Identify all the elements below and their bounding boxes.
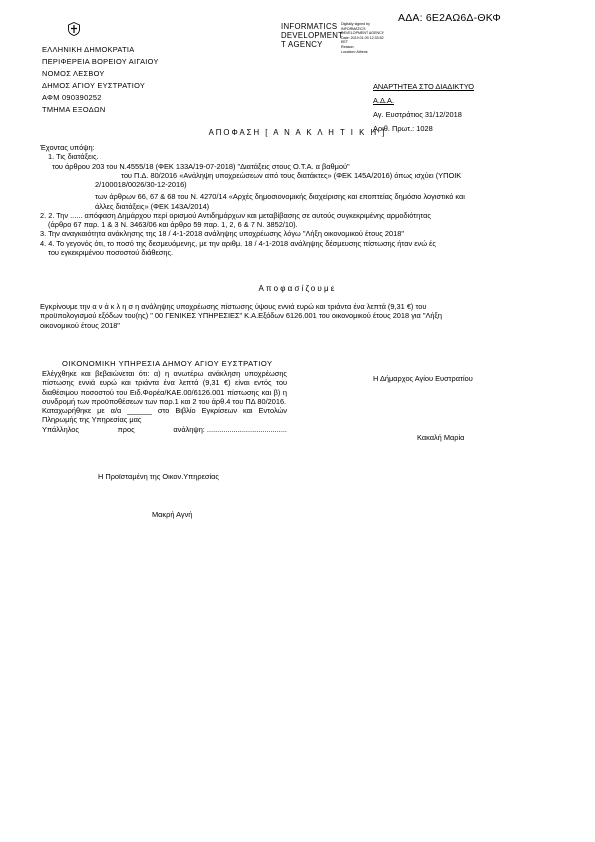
logo-line: DEVELOPMENT: [281, 31, 344, 40]
header-line: ΠΕΡΙΦΕΡΕΙΑ ΒΟΡΕΙΟΥ ΑΙΓΑΙΟΥ: [42, 57, 159, 66]
clerk-label: Υπάλληλος: [42, 424, 79, 434]
decision-line: Εγκρίνουμε την α ν ά κ λ η σ η ανάληψης υποχρέωσης πίστωσης ύψους εννιά ευρώ και τριάντα ένα λεπτά (9,31 €) του: [40, 302, 427, 311]
intro: Έχοντας υπόψη:: [40, 143, 95, 152]
finance-head-name: Μακρή Αγνή: [152, 510, 193, 519]
post-title: ΑΝΑΡΤΗΤΕΑ ΣΤΟ ΔΙΑΔΙΚΤΥΟ: [373, 82, 474, 91]
finance-service-title: ΟΙΚΟΝΟΜΙΚΗ ΥΠΗΡΕΣΙΑ ΔΗΜΟΥ ΑΓΙΟΥ ΕΥΣΤΡΑΤΙΟΥ: [62, 359, 273, 368]
agency-signature-logo: [281, 22, 343, 49]
decision-heading: Αποφασίζουμε: [258, 284, 337, 293]
item-1: 1. Τις διατάξεις.: [48, 152, 99, 162]
registration-text: Καταχωρήθηκε με α/α ______ στο Βιβλίο Εγκρίσεων και Εντολών Πληρωμής της Υπηρεσίας μας: [42, 406, 287, 425]
item-1b-cont: 2/100018/0026/30-12-2016): [95, 180, 187, 189]
issuer-header: [42, 44, 159, 116]
signature-line: Date: 2019.01.09 12:33:52: [341, 35, 384, 40]
mayor-role: Η Δήμαρχος Αγίου Ευστρατίου: [373, 374, 473, 383]
decision-line: οικονομικού έτους 2018": [40, 320, 120, 330]
header-line: ΝΟΜΟΣ ΛΕΣΒΟΥ: [42, 69, 105, 78]
ada-label: Α.Δ.Α.: [373, 96, 394, 105]
signature-line: INFORMATICS: [341, 26, 366, 31]
signature-line: Reason:: [341, 44, 355, 49]
item-2-cont: (άρθρο 67 παρ. 1 & 3 Ν. 3463/06 και άρθρο 59 παρ. 1, 2, 6 & 7 Ν. 3852/10).: [48, 220, 298, 229]
digital-signature-details: [341, 22, 401, 54]
logo-line: T AGENCY: [281, 40, 323, 49]
signature-line: Location: Athens: [341, 49, 368, 54]
item-1a: του άρθρου 203 του Ν.4555/18 (ΦΕΚ 133Α/19-07-2018) "Διατάξεις στους Ο.Τ.Α. α βαθμού": [52, 161, 350, 171]
header-line: ΑΦΜ 090390252: [42, 93, 102, 102]
signature-line: Digitally signed by: [341, 22, 370, 26]
ada-code: ΑΔΑ: 6Ε2ΑΩ6Δ-ΘΚΦ: [398, 12, 501, 24]
header-line: ΕΛΛΗΝΙΚΗ ΔΗΜΟΚΡΑΤΙΑ: [42, 45, 135, 54]
considerations: [40, 143, 560, 257]
item-4-cont: του εγκεκριμένου ποσοστού διάθεσης.: [48, 247, 174, 257]
verification-text: Ελέγχθηκε και βεβαιώνεται ότι: α) η ανωτέρω ανάκληση υποχρέωσης πίστωσης εννιά ευρώ και τριάντα ένα λεπτά (9,31 €) είναι εντός του διαθέσιμου ποσοστού του Ειδ.Φορέα/ΚΑΕ.00/6126.001 πίστωσης και β) η συνδρομή των προϋποθέσεων των παρ.1 και 2 του άρθ.4 του ΠΔ 80/2016.: [42, 369, 287, 406]
item-3: 3. Την αναγκαιότητα ανάκλησης της 18 / 4-1-2018 ανάληψης υποχρέωσης λόγω "Λήξη οικονομικού έτους 2018": [40, 229, 404, 239]
clerk-prep: προς: [117, 424, 135, 434]
finance-verification: [42, 369, 287, 434]
item-4: 4. 4. Το γεγονός ότι, το ποσό της δεσμευόμενης, με την αριθμ. 18 / 4-1-2018 ανάληψης δέσμευσης πίστωσης ήταν ενώ ές: [40, 238, 436, 248]
document-title: ΑΠΟΦΑΣΗ [ Α Ν Α Κ Λ Η Τ Ι Κ Η ]: [208, 128, 387, 137]
clerk-signature-field: ανάληψη: .......................................: [173, 424, 287, 434]
signature-line: EET: [341, 40, 348, 45]
finance-head-role: Η Προϊσταμένη της Οικον.Υπηρεσίας: [98, 472, 219, 481]
clerk-line: [42, 425, 287, 434]
protocol-number: Αριθ. Πρωτ.: 1028: [373, 124, 433, 133]
mayor-name: Κακαλή Μαρία: [417, 433, 465, 442]
decision-line: προϋπολογισμού εξόδων του(ης) " 00 ΓΕΝΙΚΕΣ ΥΠΗΡΕΣΙΕΣ" Κ.Α.Εξόδων 6126.001 του οικονομικού έτους 2018 για "Λήξη: [40, 311, 442, 321]
header-line: ΤΜΗΜΑ ΕΞΟΔΩΝ: [42, 105, 106, 114]
header-line: ΔΗΜΟΣ ΑΓΙΟΥ ΕΥΣΤΡΑΤΙΟΥ: [42, 81, 146, 90]
item-1c-cont: άλλες διατάξεις» (ΦΕΚ 143Α/2014): [95, 201, 210, 211]
item-2: 2. 2. Την ...... απόφαση Δημάρχου περί ορισμού Αντιδημάρχων και μεταβίβασης σε αυτούς συγκεκριμένης αρμοδιότητας: [40, 210, 431, 220]
document-date: Αγ. Ευστράτιος 31/12/2018: [373, 110, 462, 119]
decision-text: [40, 302, 555, 330]
item-1c: των άρθρων 66, 67 & 68 του Ν. 4270/14 «Αρχές δημοσιονομικής διαχείρισης και εποπτείας δημόσιο λογιστικό και: [95, 192, 465, 202]
item-1b: του Π.Δ. 80/2016 «Ανάληψη υποχρεώσεων από τους διατάκτες» (ΦΕΚ 145Α/2016) όπως ισχύει (ΥΠΟΙΚ: [121, 170, 462, 180]
greek-emblem-icon: [68, 22, 80, 36]
logo-line: INFORMATICS: [281, 22, 338, 31]
signature-line: DEVELOPMENT AGENCY: [341, 31, 385, 36]
